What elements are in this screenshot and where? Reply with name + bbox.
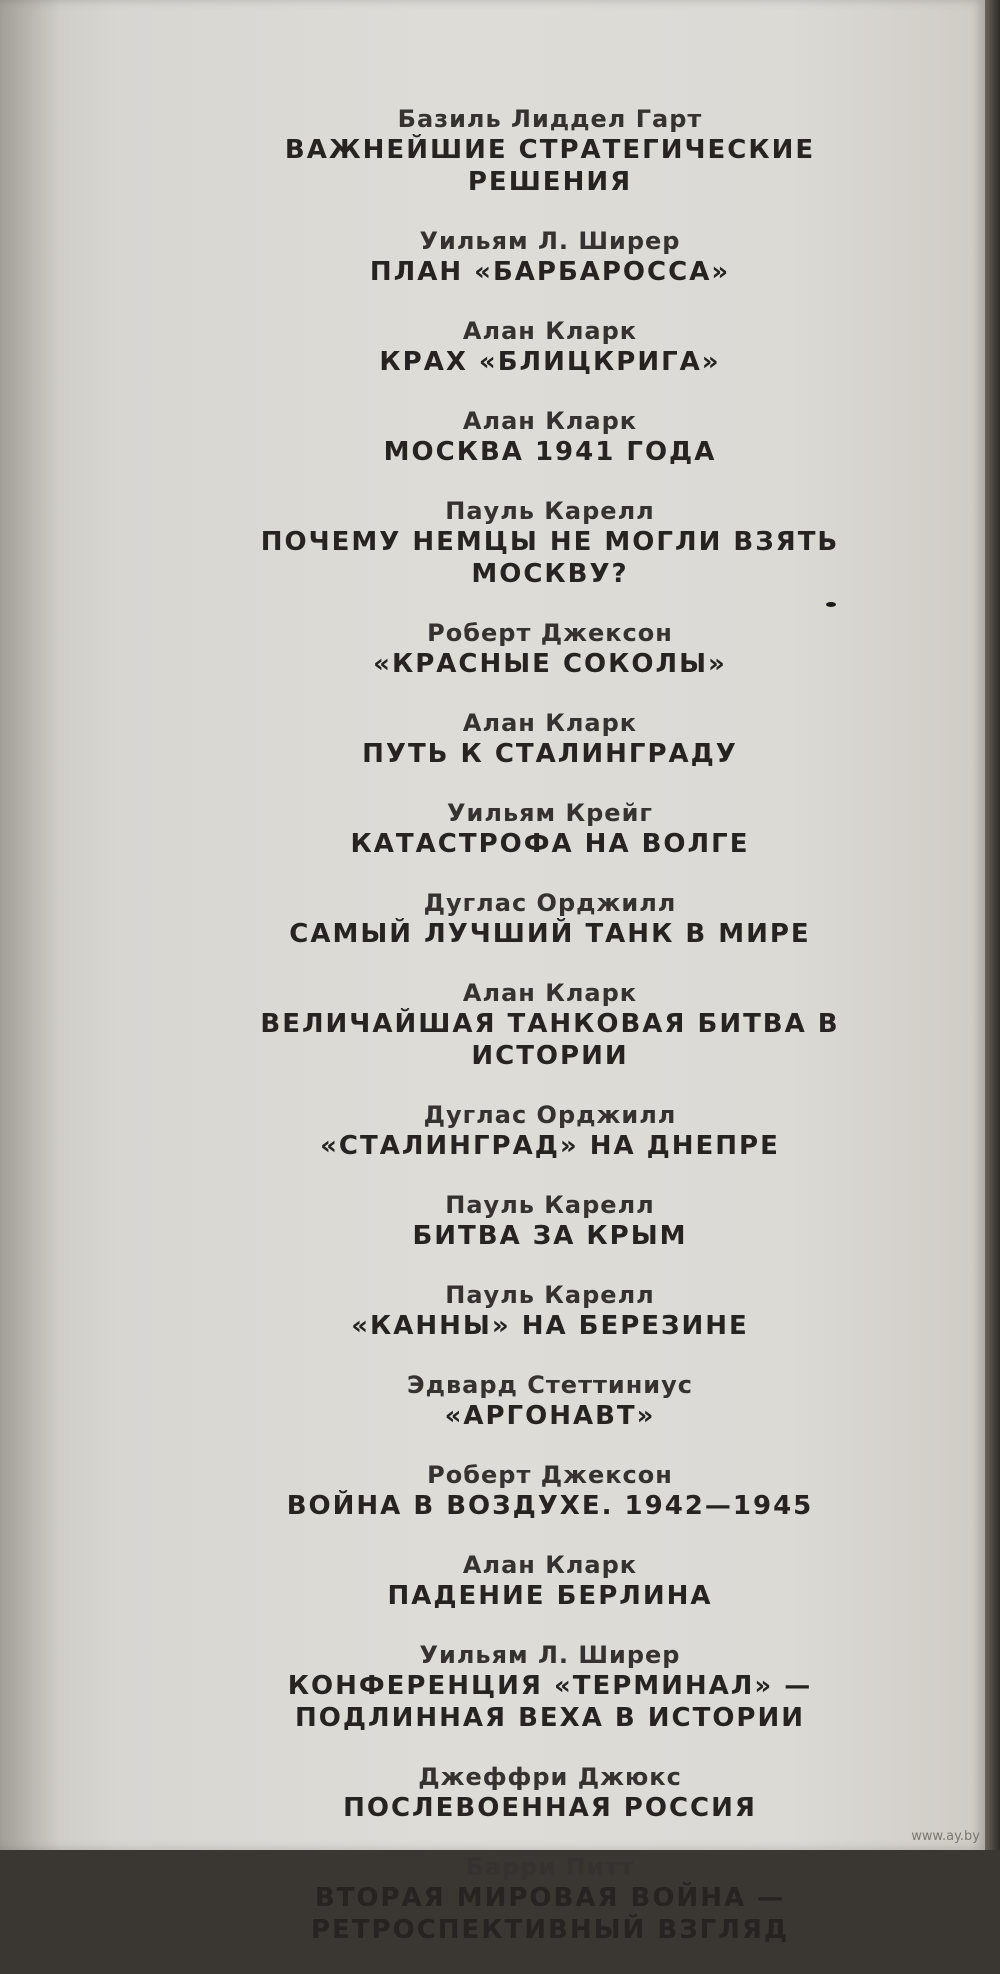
book-title (210, 134, 890, 198)
book-author: Алан Кларк (462, 709, 638, 737)
book-entry (210, 226, 890, 288)
book-title-line: КОНФЕРЕНЦИЯ «ТЕРМИНАЛ» — (287, 1671, 813, 1701)
book-entry (210, 618, 890, 680)
book-title-line: ПАДЕНИЕ БЕРЛИНА (387, 1581, 713, 1611)
book-entry (210, 1370, 890, 1432)
book-title-line: МОСКВА 1941 ГОДА (383, 437, 717, 467)
book-list (210, 104, 890, 1974)
book-title-line: БИТВА ЗА КРЫМ (412, 1221, 688, 1251)
book-title-line: ВАЖНЕЙШИЕ СТРАТЕГИЧЕСКИЕ РЕШЕНИЯ (284, 135, 816, 197)
book-title (210, 1310, 890, 1342)
page-left-shadow (0, 0, 60, 1850)
book-author: Роберт Джексон (427, 619, 673, 647)
book-title (210, 1130, 890, 1162)
book-title (210, 1008, 890, 1072)
book-title (210, 1580, 890, 1612)
book-entry (210, 888, 890, 950)
book-title-line: ВТОРАЯ МИРОВАЯ ВОЙНА — (314, 1883, 786, 1913)
book-title-line: КАТАСТРОФА НА ВОЛГЕ (350, 829, 750, 859)
book-title (210, 436, 890, 468)
book-title-line: «КАННЫ» НА БЕРЕЗИНЕ (351, 1311, 749, 1341)
book-title (210, 738, 890, 770)
book-title-line: КРАХ «БЛИЦКРИГА» (379, 347, 721, 377)
book-title-line: ПЛАН «БАРБАРОССА» (369, 257, 731, 287)
book-entry (210, 1460, 890, 1522)
book-title (210, 1882, 890, 1946)
ink-speck (826, 602, 836, 607)
book-author: Роберт Джексон (427, 1461, 673, 1489)
book-author: Дуглас Орджилл (423, 889, 677, 917)
book-title (210, 526, 890, 590)
book-author: Пауль Карелл (445, 497, 655, 525)
book-author: Алан Кларк (462, 407, 638, 435)
book-title (210, 1792, 890, 1824)
book-title (210, 918, 890, 950)
book-title-line: ВОЙНА В ВОЗДУХЕ. 1942—1945 (286, 1491, 814, 1521)
book-title (210, 1670, 890, 1734)
book-author: Алан Кларк (462, 979, 638, 1007)
book-title-line: «АРГОНАВТ» (444, 1401, 656, 1431)
book-spine-edge (985, 0, 1000, 1850)
book-entry (210, 406, 890, 468)
book-title (210, 256, 890, 288)
book-author: Алан Кларк (462, 1551, 638, 1579)
book-author: Уильям Л. Ширер (419, 227, 681, 255)
book-title-line: ВЕЛИЧАЙШАЯ ТАНКОВАЯ БИТВА В ИСТОРИИ (260, 1009, 840, 1071)
book-title-line: «СТАЛИНГРАД» НА ДНЕПРЕ (320, 1131, 780, 1161)
book-author: Пауль Карелл (445, 1281, 655, 1309)
book-entry (210, 316, 890, 378)
book-author: Пауль Карелл (445, 1191, 655, 1219)
book-entry (210, 1550, 890, 1612)
book-author: Уильям Л. Ширер (419, 1641, 681, 1669)
book-title-line: РЕТРОСПЕКТИВНЫЙ ВЗГЛЯД (310, 1915, 789, 1945)
book-entry (210, 978, 890, 1072)
book-entry (210, 1190, 890, 1252)
book-entry (210, 798, 890, 860)
book-title-line: ПОСЛЕВОЕННАЯ РОССИЯ (343, 1793, 757, 1823)
book-author: Дуглас Орджилл (423, 1101, 677, 1129)
book-title-line: ПУТЬ К СТАЛИНГРАДУ (362, 739, 738, 769)
book-author: Барри Питт (465, 1853, 635, 1881)
book-author: Уильям Крейг (447, 799, 653, 827)
book-entry (210, 1280, 890, 1342)
book-entry (210, 708, 890, 770)
book-title (210, 346, 890, 378)
book-entry (210, 104, 890, 198)
book-entry (210, 496, 890, 590)
book-title (210, 648, 890, 680)
book-entry (210, 1640, 890, 1734)
book-author: Джеффри Джюкс (418, 1763, 682, 1791)
book-title-line: САМЫЙ ЛУЧШИЙ ТАНК В МИРЕ (289, 919, 811, 949)
book-author: Алан Кларк (462, 317, 638, 345)
book-title (210, 1220, 890, 1252)
book-entry (210, 1852, 890, 1946)
book-title (210, 1490, 890, 1522)
watermark-text: www.ay.by (911, 1829, 980, 1844)
book-title (210, 828, 890, 860)
book-title-line: «КРАСНЫЕ СОКОЛЫ» (373, 649, 727, 679)
book-title-line: ПОДЛИННАЯ ВЕХА В ИСТОРИИ (294, 1703, 805, 1733)
book-entry (210, 1762, 890, 1824)
book-title (210, 1400, 890, 1432)
book-entry (210, 1100, 890, 1162)
book-author: Базиль Лиддел Гарт (397, 105, 703, 133)
book-title-line: ПОЧЕМУ НЕМЦЫ НЕ МОГЛИ ВЗЯТЬ МОСКВУ? (260, 527, 840, 589)
book-author: Эдвард Стеттиниус (406, 1371, 693, 1399)
